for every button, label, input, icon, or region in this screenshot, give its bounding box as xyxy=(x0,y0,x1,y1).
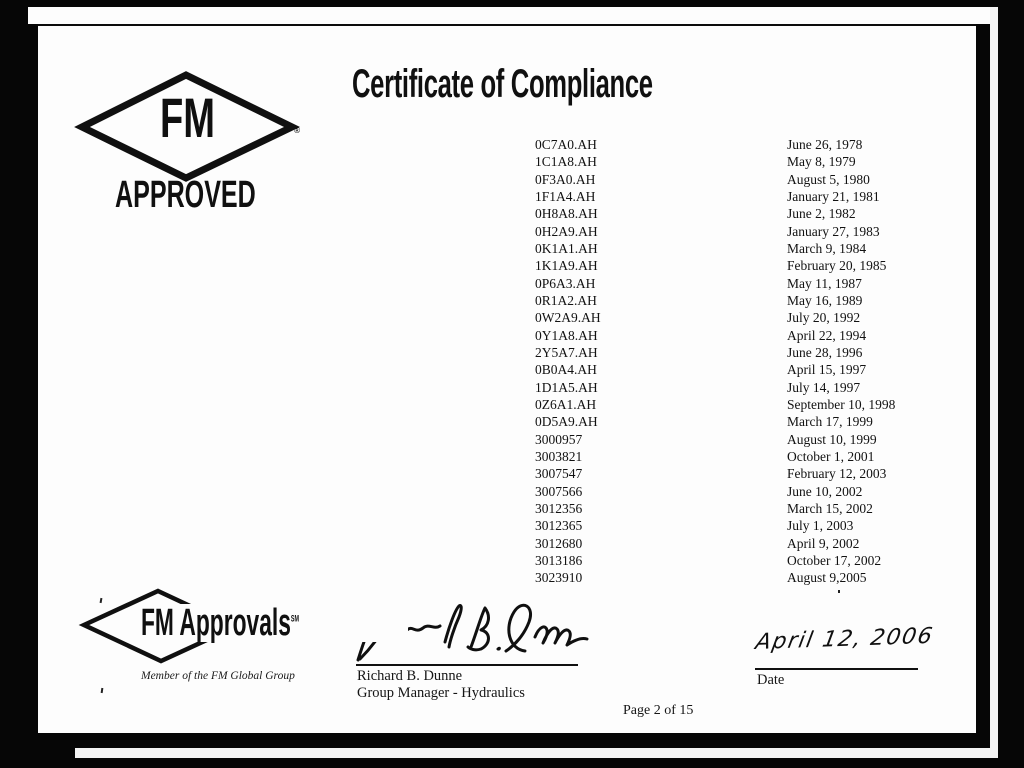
approval-date: August 5, 1980 xyxy=(787,171,870,187)
compliance-row xyxy=(535,380,955,397)
compliance-list xyxy=(535,137,955,588)
project-id: 0P6A3.AH xyxy=(535,275,596,291)
compliance-row xyxy=(535,328,955,345)
scan-speck xyxy=(838,590,840,593)
project-id: 3023910 xyxy=(535,570,583,586)
approval-date: February 12, 2003 xyxy=(787,466,887,482)
compliance-row xyxy=(535,172,955,189)
compliance-row xyxy=(535,501,955,518)
approval-date: May 16, 1989 xyxy=(787,292,863,308)
compliance-row xyxy=(535,293,955,310)
fm-monogram: FM xyxy=(160,86,215,149)
approval-date: April 15, 1997 xyxy=(787,362,867,378)
approved-label: APPROVED xyxy=(115,174,256,216)
approval-date: June 26, 1978 xyxy=(787,137,863,152)
approval-date: March 9, 1984 xyxy=(787,240,867,256)
project-id: 2Y5A7.AH xyxy=(535,344,598,360)
project-id: 3012365 xyxy=(535,518,583,534)
project-id: 0Z6A1.AH xyxy=(535,396,597,412)
service-mark-icon: SM xyxy=(290,613,300,624)
approval-date: July 1, 2003 xyxy=(787,518,854,534)
compliance-row xyxy=(535,362,955,379)
approval-date: March 15, 2002 xyxy=(787,500,873,516)
compliance-row xyxy=(535,518,955,535)
project-id: 3000957 xyxy=(535,431,583,447)
project-id: 3012680 xyxy=(535,535,583,551)
project-id: 3003821 xyxy=(535,448,583,464)
compliance-row xyxy=(535,536,955,553)
approval-date: April 22, 1994 xyxy=(787,327,867,343)
signer-name: Richard B. Dunne xyxy=(357,668,463,684)
compliance-row xyxy=(535,137,955,154)
project-id: 0H8A8.AH xyxy=(535,206,598,222)
compliance-row xyxy=(535,258,955,275)
project-id: 3013186 xyxy=(535,552,583,568)
project-id: 0Y1A8.AH xyxy=(535,327,598,343)
approval-date: May 8, 1979 xyxy=(787,154,856,170)
signer-title: Group Manager - Hydraulics xyxy=(357,685,525,701)
approval-date: July 14, 1997 xyxy=(787,379,861,395)
registered-trademark-icon: ® xyxy=(293,126,301,135)
project-id: 0R1A2.AH xyxy=(535,292,597,308)
scan-page-edge-bottom xyxy=(75,748,998,758)
approval-date: March 17, 1999 xyxy=(787,414,873,430)
fm-approvals-wordmark xyxy=(140,604,408,642)
compliance-row xyxy=(535,241,955,258)
project-id: 3007566 xyxy=(535,483,583,499)
signature-line xyxy=(356,664,578,666)
project-id: 1K1A9.AH xyxy=(535,258,598,274)
date-line xyxy=(755,668,918,670)
approval-date: June 28, 1996 xyxy=(787,344,863,360)
project-id: 3007547 xyxy=(535,466,583,482)
project-id: 0K1A1.AH xyxy=(535,240,598,256)
compliance-row xyxy=(535,432,955,449)
approval-date: September 10, 1998 xyxy=(787,396,896,412)
scan-page-edge-right xyxy=(990,7,998,758)
approval-date: June 10, 2002 xyxy=(787,483,863,499)
handwritten-date: April 12, 2006 xyxy=(753,623,936,655)
project-id: 0D5A9.AH xyxy=(535,414,598,430)
page-title: Certificate of Compliance xyxy=(352,62,653,106)
approval-date: April 9, 2002 xyxy=(787,535,860,551)
compliance-row xyxy=(535,553,955,570)
approval-date: January 27, 1983 xyxy=(787,223,880,239)
compliance-row xyxy=(535,206,955,223)
project-id: 0C7A0.AH xyxy=(535,137,597,152)
fm-approvals-name: FM Approvals xyxy=(141,602,291,644)
compliance-row xyxy=(535,276,955,293)
approval-date: January 21, 1981 xyxy=(787,188,880,204)
scan-page-edge-top xyxy=(28,7,998,24)
compliance-row xyxy=(535,466,955,483)
compliance-row xyxy=(535,449,955,466)
compliance-row xyxy=(535,154,955,171)
project-id: 0B0A4.AH xyxy=(535,362,597,378)
project-id: 1D1A5.AH xyxy=(535,379,598,395)
project-id: 0F3A0.AH xyxy=(535,171,596,187)
project-id: 1F1A4.AH xyxy=(535,188,596,204)
approval-date: August 9,2005 xyxy=(787,570,867,586)
compliance-row xyxy=(535,414,955,431)
compliance-row xyxy=(535,397,955,414)
project-id: 0H2A9.AH xyxy=(535,223,598,239)
compliance-row xyxy=(535,570,955,587)
approval-date: June 2, 1982 xyxy=(787,206,856,222)
compliance-row xyxy=(535,345,955,362)
approval-date: May 11, 1987 xyxy=(787,275,862,291)
project-id: 3012356 xyxy=(535,500,583,516)
approval-date: August 10, 1999 xyxy=(787,431,877,447)
page-number: Page 2 of 15 xyxy=(623,703,694,718)
approval-date: October 17, 2002 xyxy=(787,552,882,568)
compliance-row xyxy=(535,310,955,327)
compliance-row xyxy=(535,189,955,206)
compliance-row xyxy=(535,484,955,501)
compliance-row xyxy=(535,224,955,241)
date-label: Date xyxy=(757,672,785,688)
project-id: 1C1A8.AH xyxy=(535,154,597,170)
approval-date: July 20, 1992 xyxy=(787,310,861,326)
member-tagline: Member of the FM Global Group xyxy=(141,670,295,682)
project-id: 0W2A9.AH xyxy=(535,310,601,326)
approval-date: February 20, 1985 xyxy=(787,258,887,274)
approval-date: October 1, 2001 xyxy=(787,448,875,464)
